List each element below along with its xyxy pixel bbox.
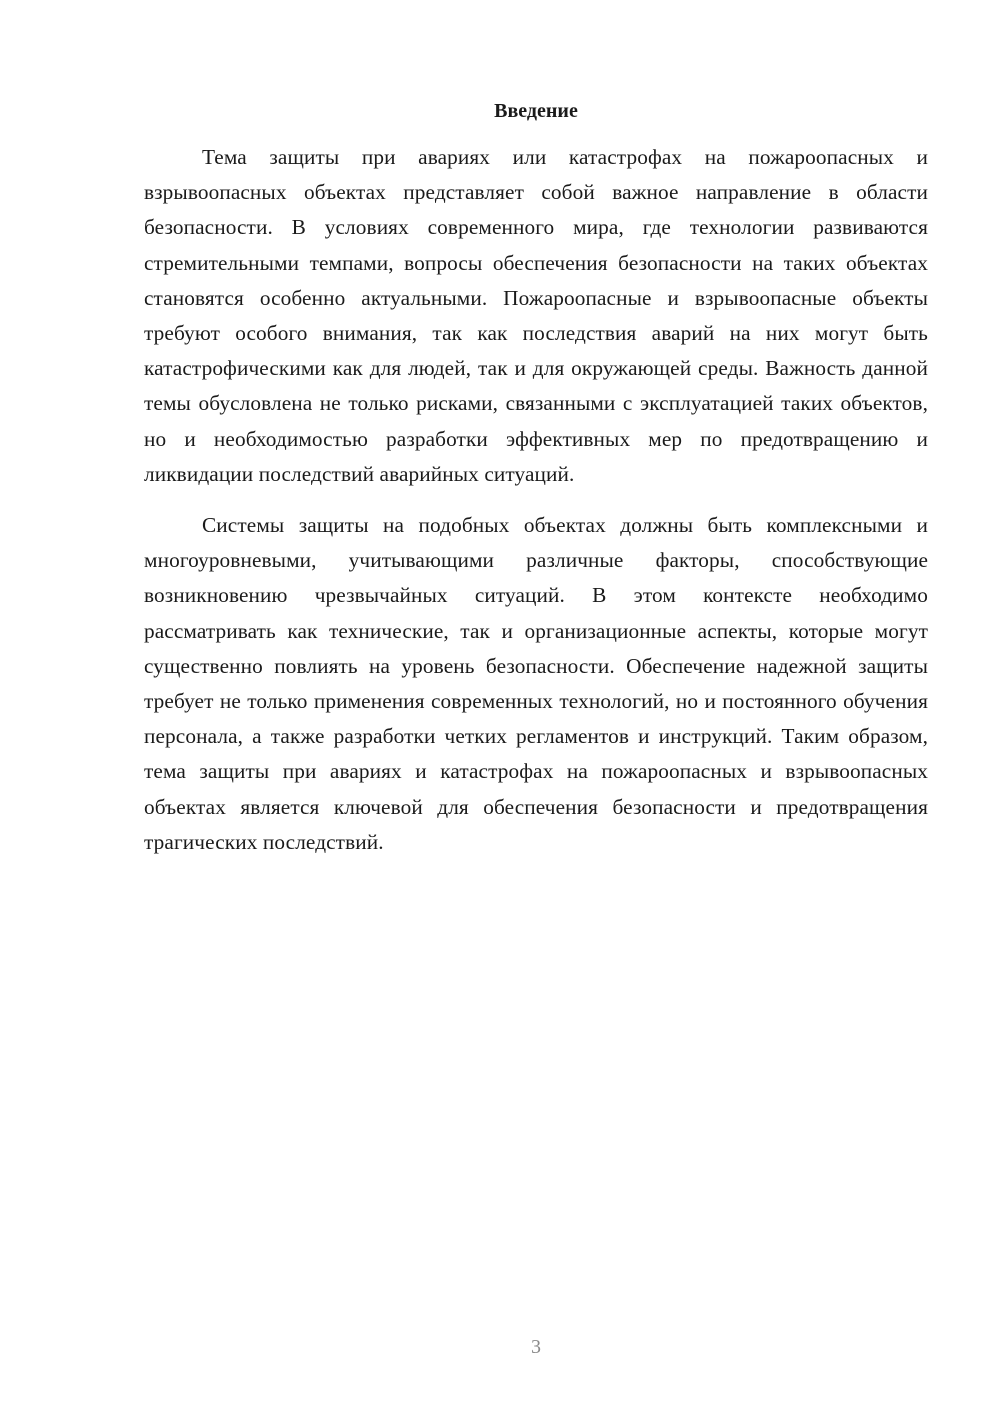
paragraph-1: Тема защиты при авариях или катастрофах на пожароопасных и взрывоопасных объектах представляет собой важное направление в области безопасности. В условиях современного мира, где технологии развиваются стремительными темпами, вопросы обеспечения безопасности на таких объектах становятся особенно актуальными. Пожароопасные и взрывоопасные объекты требуют особого внимания, так как последствия аварий на них могут быть катастрофическими как для людей, так и для окружающей среды. Важность данной темы обусловлена не только рисками, связанными с эксплуатацией таких объектов, но и необходимостью разработки эффективных мер по предотвращению и ликвидации последствий аварийных ситуаций. — [144, 145, 928, 486]
body-text — [144, 140, 928, 860]
paragraph-2: Системы защиты на подобных объектах должны быть комплексными и многоуровневыми, учитывающими различные факторы, способствующие возникновению чрезвычайных ситуаций. В этом контексте необходимо рассматривать как технические, так и организационные аспекты, которые могут существенно повлиять на уровень безопасности. Обеспечение надежной защиты требует не только применения современных технологий, но и постоянного обучения персонала, а также разработки четких регламентов и инструкций. Таким образом, тема защиты при авариях и катастрофах на пожароопасных и взрывоопасных объектах является ключевой для обеспечения безопасности и предотвращения трагических последствий. — [144, 513, 928, 854]
page-number: 3 — [531, 1336, 541, 1358]
section-heading: Введение — [494, 100, 578, 122]
